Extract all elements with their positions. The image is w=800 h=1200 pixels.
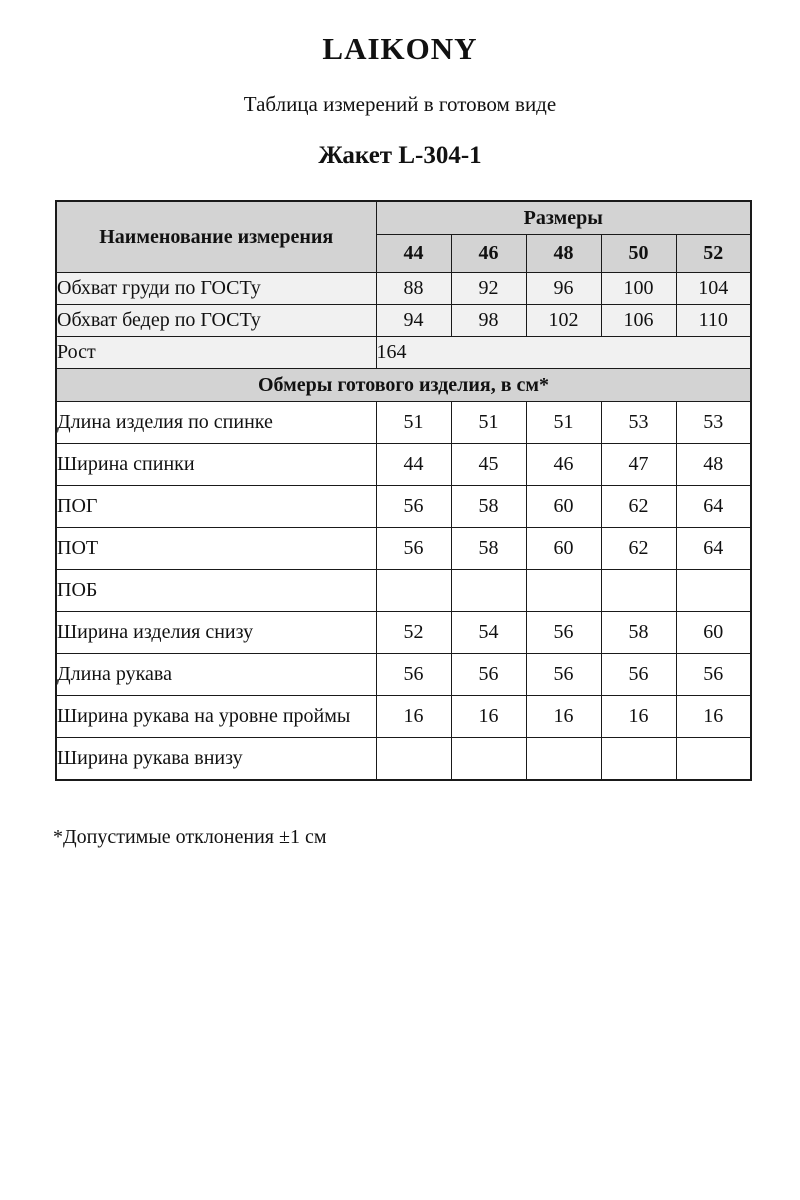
tolerance-footnote: *Допустимые отклонения ±1 см: [53, 826, 327, 849]
cell-value: 64: [676, 528, 751, 570]
table-row-chest-gost: [56, 273, 751, 305]
cell-value: 16: [451, 696, 526, 738]
cell-value: 60: [676, 612, 751, 654]
cell-value: 92: [451, 273, 526, 305]
size-header-48: 48: [526, 235, 601, 273]
table-section-header-row: [56, 369, 751, 402]
cell-value: 94: [376, 305, 451, 337]
cell-value: [376, 570, 451, 612]
cell-value: 56: [526, 612, 601, 654]
row-label: Ширина рукава на уровне проймы: [56, 696, 376, 738]
table-row-sleeve-width-armhole: [56, 696, 751, 738]
cell-value: 56: [376, 528, 451, 570]
table-row-height: [56, 337, 751, 369]
cell-value: 54: [451, 612, 526, 654]
cell-value: 47: [601, 444, 676, 486]
row-label: Рост: [56, 337, 376, 369]
cell-value: 52: [376, 612, 451, 654]
cell-value: 16: [676, 696, 751, 738]
cell-value: 98: [451, 305, 526, 337]
cell-value: 104: [676, 273, 751, 305]
product-title: Жакет L-304-1: [318, 142, 482, 170]
row-label: Обхват бедер по ГОСТу: [56, 305, 376, 337]
table-row-sleeve-width-bottom: [56, 738, 751, 781]
cell-value: 62: [601, 486, 676, 528]
cell-value: 102: [526, 305, 601, 337]
row-label: Длина рукава: [56, 654, 376, 696]
cell-value: [376, 738, 451, 781]
cell-value: 56: [601, 654, 676, 696]
cell-value: [676, 738, 751, 781]
size-header-46: 46: [451, 235, 526, 273]
cell-value: 16: [601, 696, 676, 738]
table-row-back-length: [56, 402, 751, 444]
cell-value: 44: [376, 444, 451, 486]
cell-value: [601, 570, 676, 612]
cell-value: 51: [526, 402, 601, 444]
table-row-bottom-width: [56, 612, 751, 654]
cell-value: 60: [526, 486, 601, 528]
cell-value: 56: [676, 654, 751, 696]
cell-value-height: 164: [376, 337, 751, 369]
table-row-sleeve-length: [56, 654, 751, 696]
row-label: Ширина рукава внизу: [56, 738, 376, 781]
cell-value: [526, 738, 601, 781]
cell-value: 58: [601, 612, 676, 654]
table-row-back-width: [56, 444, 751, 486]
cell-value: 58: [451, 528, 526, 570]
cell-value: 48: [676, 444, 751, 486]
size-header-50: 50: [601, 235, 676, 273]
cell-value: 64: [676, 486, 751, 528]
cell-value: 58: [451, 486, 526, 528]
cell-value: 56: [526, 654, 601, 696]
table-row-pog: [56, 486, 751, 528]
cell-value: 88: [376, 273, 451, 305]
cell-value: 56: [451, 654, 526, 696]
row-label: Длина изделия по спинке: [56, 402, 376, 444]
cell-value: 53: [676, 402, 751, 444]
cell-value: [526, 570, 601, 612]
row-label: Обхват груди по ГОСТу: [56, 273, 376, 305]
cell-value: [676, 570, 751, 612]
page-subtitle: Таблица измерений в готовом виде: [243, 92, 557, 117]
cell-value: [601, 738, 676, 781]
cell-value: 60: [526, 528, 601, 570]
cell-value: 106: [601, 305, 676, 337]
cell-value: 62: [601, 528, 676, 570]
table-header-row-sizes-band: [56, 201, 751, 235]
row-label: ПОГ: [56, 486, 376, 528]
column-header-measurement-name: Наименование измерения: [56, 201, 376, 273]
row-label: ПОБ: [56, 570, 376, 612]
row-label: Ширина изделия снизу: [56, 612, 376, 654]
cell-value: 46: [526, 444, 601, 486]
table-row-pob: [56, 570, 751, 612]
cell-value: 100: [601, 273, 676, 305]
cell-value: 96: [526, 273, 601, 305]
size-header-44: 44: [376, 235, 451, 273]
cell-value: 56: [376, 486, 451, 528]
brand-title: LAIKONY: [322, 31, 478, 66]
cell-value: 45: [451, 444, 526, 486]
row-label: Ширина спинки: [56, 444, 376, 486]
cell-value: 110: [676, 305, 751, 337]
section-header-finished-garment: Обмеры готового изделия, в см*: [56, 369, 751, 402]
table-row-hips-gost: [56, 305, 751, 337]
measurements-table: [55, 200, 752, 781]
cell-value: [451, 738, 526, 781]
cell-value: [451, 570, 526, 612]
column-header-sizes: Размеры: [376, 201, 751, 235]
cell-value: 16: [526, 696, 601, 738]
size-header-52: 52: [676, 235, 751, 273]
cell-value: 56: [376, 654, 451, 696]
cell-value: 51: [376, 402, 451, 444]
cell-value: 51: [451, 402, 526, 444]
table-row-pot: [56, 528, 751, 570]
row-label: ПОТ: [56, 528, 376, 570]
cell-value: 16: [376, 696, 451, 738]
cell-value: 53: [601, 402, 676, 444]
